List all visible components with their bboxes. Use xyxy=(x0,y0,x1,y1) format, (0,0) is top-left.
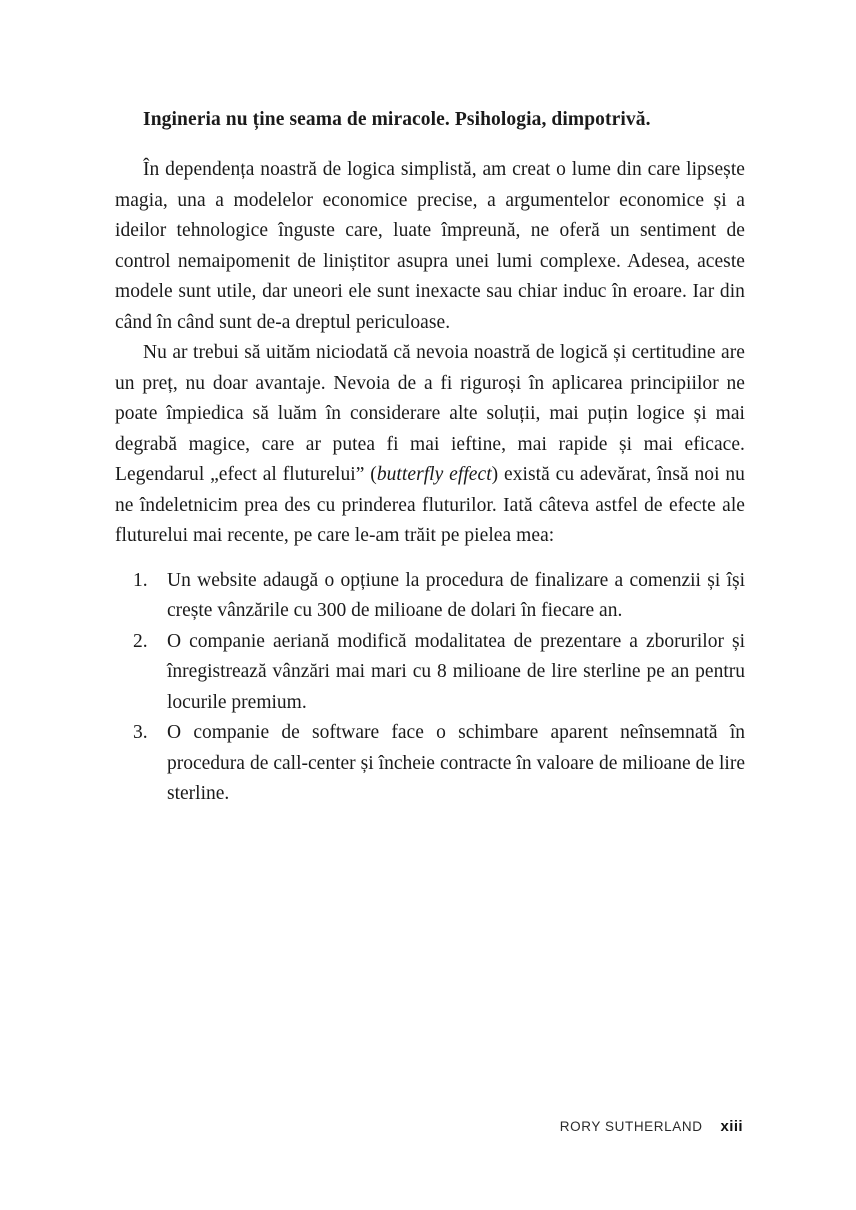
page-footer xyxy=(115,1118,743,1135)
list-item xyxy=(115,566,745,627)
list-item xyxy=(115,627,745,719)
list-item-text: Un website adaugă o opțiune la procedura de finalizare a comenzii și își crește vânzările cu 300 de milioane de dolari în fiecare an. xyxy=(167,569,745,621)
list-item xyxy=(115,718,745,810)
paragraph-2-italic-term: butterfly effect xyxy=(376,464,492,485)
page-number: xiii xyxy=(720,1118,743,1135)
paragraph-2-part-2: ) există cu adevărat, însă noi nu ne îndeletnicim prea des cu prinderea fluturilor. Iată câteva astfel de efecte ale fluturelui mai recente, pe care le-am trăit pe pielea mea: xyxy=(115,464,745,546)
paragraph-2-part-1: Nu ar trebui să uităm niciodată că nevoia noastră de logică și certitudine are un preț, nu doar avantaje. Nevoia de a fi riguroși în aplicarea principiilor ne poate împiedica să luăm în considerare alte soluții, mai puțin logice și mai degrabă magice, care ar putea fi mai ieftine, mai rapide și mai eficace. Legendarul „efect al fluturelui” ( xyxy=(115,342,745,485)
page-content xyxy=(115,105,745,810)
body-paragraph-2 xyxy=(115,338,745,552)
list-item-text: O companie de software face o schimbare aparent neînsemnată în procedura de call-center și încheie contracte în valoare de milioane de lire sterline. xyxy=(167,722,745,804)
list-item-text: O companie aeriană modifică modalitatea de prezentare a zborurilor și înregistrează vânzări mai mari cu 8 milioane de lire sterline pe an pentru locurile premium. xyxy=(167,630,745,713)
list-item-marker: 1. xyxy=(133,569,148,591)
list-item-marker: 2. xyxy=(133,630,148,652)
numbered-list xyxy=(115,566,745,810)
list-item-marker: 3. xyxy=(133,722,148,743)
lead-paragraph: Ingineria nu ține seama de miracole. Psihologia, dimpotrivă. xyxy=(143,109,651,130)
body-paragraph-1: În dependența noastră de logica simplistă, am creat o lume din care lipsește magia, una a modelelor economice precise, a argumentelor economice și a ideilor tehnologice înguste care, luate împreună, ne oferă un sentiment de control nemaipomenit de liniștitor asupra unei lumi complexe. Adesea, aceste modele sunt utile, dar uneori ele sunt inexacte sau chiar induc în eroare. Iar din când în când sunt de-a dreptul periculoase. xyxy=(115,159,745,333)
footer-author: RORY SUTHERLAND xyxy=(559,1119,703,1134)
